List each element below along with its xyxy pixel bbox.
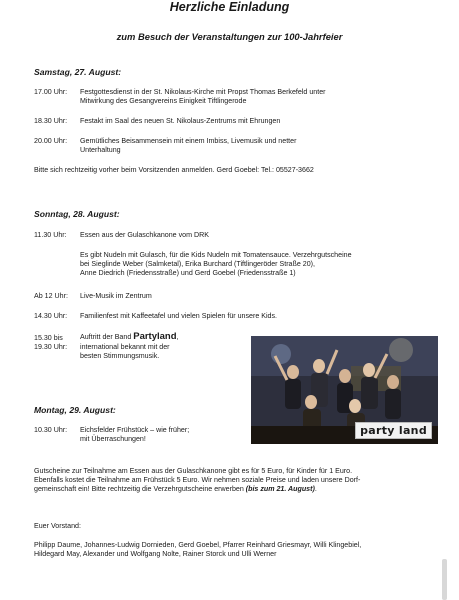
sat-event-1-time: 17.00 Uhr: <box>34 88 68 96</box>
mon-event-line2: mit Überraschungen! <box>80 435 146 443</box>
sun-event-4-line3: besten Stimmungsmusik. <box>80 352 160 360</box>
page-title: Herzliche Einladung <box>169 0 290 14</box>
mon-event-line1: Eichsfelder Frühstück – wie früher; <box>80 426 190 434</box>
page-subtitle: zum Besuch der Veranstaltungen zur 100-Jahrfeier <box>116 31 343 42</box>
sat-event-2-line1: Festakt im Saal des neuen St. Nikolaus-Zentrums mit Ehrungen <box>80 117 281 125</box>
sat-event-3-time: 20.00 Uhr: <box>34 137 68 145</box>
sat-event-1-line1: Festgottesdienst in der St. Nikolaus-Kirche mit Propst Thomas Berkefeld unter <box>80 88 326 96</box>
sun-event-3-text: Familienfest mit Kaffeetafel und vielen Spielen für unsere Kids. <box>80 312 278 320</box>
vouchers-line3-text: gemeinschaft ein! Bitte rechtzeitig die Verzehrgutscheine erwerben <box>34 485 246 493</box>
band-photo <box>251 336 438 444</box>
sun-event-4-time-end: 19.30 Uhr: <box>34 343 68 351</box>
vouchers-line3-end: . <box>314 485 317 493</box>
monday-heading: Montag, 29. August: <box>34 405 116 415</box>
sun-event-1-text: Essen aus der Gulaschkanone vom DRK <box>80 231 209 239</box>
sun-event-4-time-start: 15.30 bis <box>34 334 63 342</box>
sun-event-2-time: Ab 12 Uhr: <box>34 292 68 300</box>
board-members-line1: Philipp Daume, Johannes-Ludwig Dornieden, Gerd Goebel, Pfarrer Reinhard Griesmayr, Willi Klingebiel, <box>34 541 362 549</box>
sun-event-2-text: Live-Musik im Zentrum <box>80 292 152 300</box>
sun-event-1-detail-2: bei Sieglinde Weber (Salmketal), Erika Burchard (Tiftlingeröder Straße 20), <box>80 260 315 268</box>
sat-event-2-time: 18.30 Uhr: <box>34 117 68 125</box>
sun-event-1-detail-3: Anne Diedrich (Friedensstraße) und Gerd Goebel (Friedensstraße 1) <box>80 269 296 277</box>
band-name: Partyland <box>133 331 177 342</box>
sat-event-1-line2: Mitwirkung des Gesangvereins Einigkeit Tiftlingerode <box>80 97 247 105</box>
sun-event-4-line1 <box>80 332 179 342</box>
band-comma: , <box>176 333 179 341</box>
band-intro-text: Auftritt der Band <box>80 333 134 341</box>
saturday-heading: Samstag, 27. August: <box>34 67 122 77</box>
board-heading: Euer Vorstand: <box>34 522 81 530</box>
sun-event-1-time: 11.30 Uhr: <box>34 231 67 239</box>
vouchers-line3 <box>34 485 317 494</box>
partyland-logo: party land <box>355 422 432 439</box>
scrollbar-thumb[interactable] <box>442 559 447 600</box>
sunday-heading: Sonntag, 28. August: <box>34 209 120 219</box>
sun-event-4-line2: international bekannt mit der <box>80 343 170 351</box>
sat-event-3-line1: Gemütliches Beisammensein mit einem Imbiss, Livemusik und netter <box>80 137 297 145</box>
sun-event-1-detail-1: Es gibt Nudeln mit Gulasch, für die Kids Nudeln mit Tomatensauce. Verzehrgutscheine <box>80 251 352 259</box>
sat-event-3-line2: Unterhaltung <box>80 146 121 154</box>
vouchers-line2: Ebenfalls kostet die Teilnahme am Frühstück 5 Euro. Wir nehmen soziale Preise und laden unsere Dorf- <box>34 476 361 484</box>
sun-event-3-time: 14.30 Uhr: <box>34 312 68 320</box>
mon-event-time: 10.30 Uhr: <box>34 426 68 434</box>
board-members-line2: Hildegard May, Alexander und Wolfgang Nolte, Rainer Storck und Ulli Werner <box>34 550 277 558</box>
sat-registration-note: Bitte sich rechtzeitig vorher beim Vorsitzenden anmelden. Gerd Goebel: Tel.: 05527-3662 <box>34 166 314 174</box>
vouchers-deadline: (bis zum 21. August) <box>245 485 315 493</box>
vouchers-line1: Gutscheine zur Teilnahme am Essen aus der Gulaschkanone gibt es für 5 Euro, für Kinder für 1 Euro. <box>34 467 353 475</box>
